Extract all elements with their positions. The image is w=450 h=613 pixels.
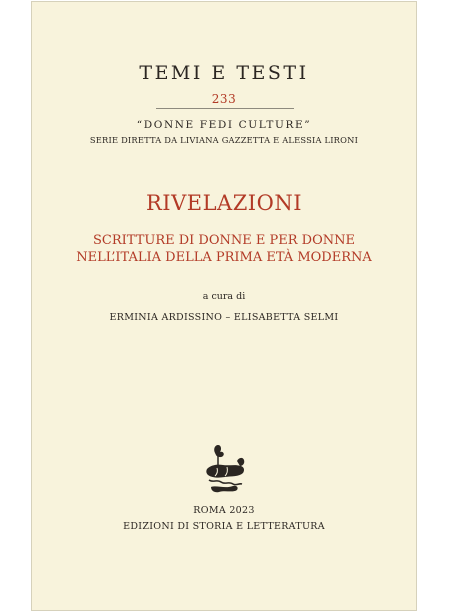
series-number: 233 xyxy=(211,92,237,106)
subseries-name: “DONNE FEDI CULTURE” xyxy=(136,119,312,131)
book-subtitle-line-2: NELL’ITALIA DELLA PRIMA ETÀ MODERNA xyxy=(76,250,372,265)
publisher-name: EDIZIONI DI STORIA E LETTERATURA xyxy=(123,521,325,532)
title-divider xyxy=(156,108,294,109)
book-cover xyxy=(31,1,417,611)
book-subtitle-line-1: SCRITTURE DI DONNE E PER DONNE xyxy=(93,233,355,248)
publication-place-year: ROMA 2023 xyxy=(193,505,255,516)
book-editors: ERMINIA ARDISSINO – ELISABETTA SELMI xyxy=(109,312,339,323)
series-editors: SERIE DIRETTA DA LIVIANA GAZZETTA E ALESSIA LIRONI xyxy=(89,135,359,145)
publisher-emblem-icon xyxy=(203,443,247,495)
edited-by-label: a cura di xyxy=(202,291,246,302)
book-title: RIVELAZIONI xyxy=(146,191,302,215)
series-title: TEMI E TESTI xyxy=(139,62,309,84)
